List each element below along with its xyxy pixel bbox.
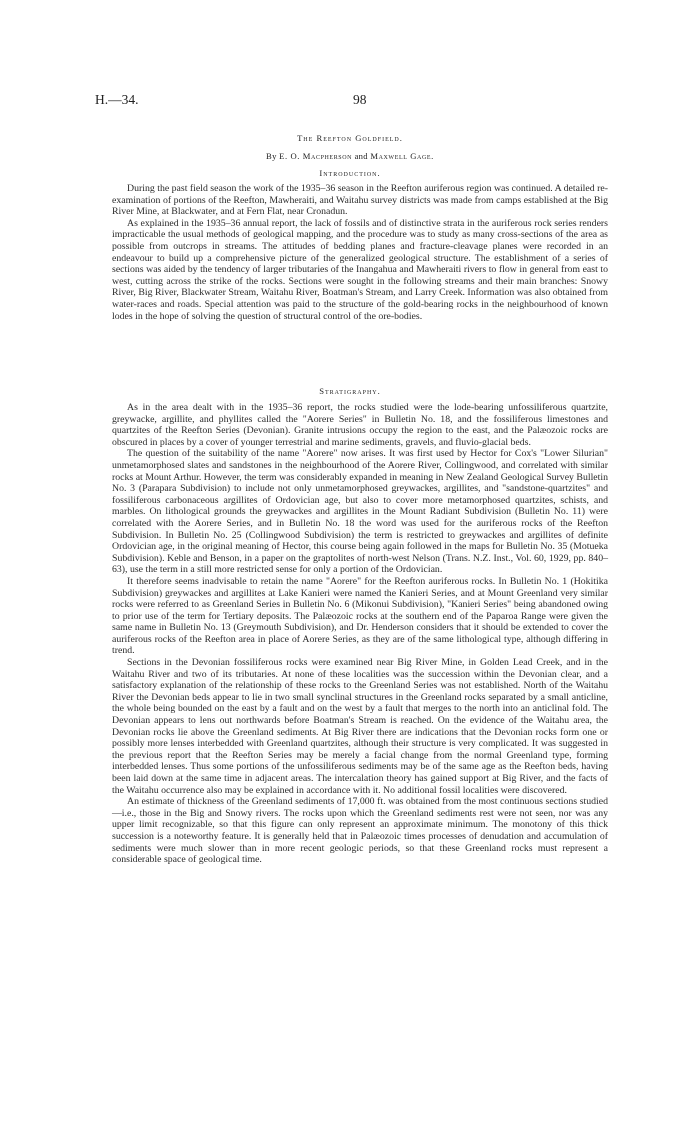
byline-conjunction: and — [354, 151, 368, 161]
introduction-paragraph-2: As explained in the 1935–36 annual report, the lack of fossils and of distinctive strata in the auriferous rock series renders impracticable the usual methods of geological mapping, and the procedure was to study as many cross-sections of the area as possible from outcrops in streams. The attitudes of bedding planes and fracture-cleavage planes were recorded in an endeavour to build up a comprehensive picture of the generalized geological structure. The establishment of a series of sections was aided by the tendency of larger tributaries of the Inangahua and Mawheraiti rivers to flow in general from east to west, cutting across the strike of the rocks. Sections were sought in the following streams and their main branches: Snowy River, Big River, Blackwater Stream, Waitahu River, Boatman's Stream, and Larry Creek. Information was also obtained from water-races and roads. Special attention was paid to the structure of the gold-bearing rocks in the neighbourhood of known lodes in the hope of solving the question of structural control of the ore-bodies. — [112, 217, 608, 322]
introduction-body — [112, 183, 608, 322]
article-title: The Reefton Goldfield. — [297, 133, 403, 143]
author-2: Maxwell Gage. — [370, 151, 434, 161]
stratigraphy-body — [112, 402, 608, 866]
stratigraphy-paragraph-2: The question of the suitability of the name "Aorere" now arises. It was first used by Hector for Cox's "Lower Silurian" unmetamorphosed slates and sandstones in the neighbourhood of the Aorere River, Collingwood, and correlated with similar rocks at Mount Arthur. However, the term was considerably expanded in meaning in New Zealand Geological Survey Bulletin No. 3 (Parapara Subdivision) to include not only unmetamorphosed greywackes, argillites, and "sandstone-quartzites" and fossiliferous carbonaceous argillites of Ordovician age, but also to cover more metamorphosed quartzites, schists, and marbles. On lithological grounds the greywackes and argillites in the Mount Radiant Subdivision (Bulletin No. 11) were correlated with the Aorere Series, and in Bulletin No. 18 the word was used for the auriferous rocks of the Reefton Subdivision. In Bulletin No. 25 (Collingwood Subdivision) the term is restricted to greywackes and argillites of definite Ordovician age, in the original meaning of Hector, this course being again followed in the maps for Bulletin No. 35 (Motueka Subdivision). Keble and Benson, in a paper on the graptolites of north-west Nelson (Trans. N.Z. Inst., Vol. 60, 1929, pp. 840–63), use the term in a still more restricted sense for only a portion of the Ordovician. — [112, 448, 608, 576]
stratigraphy-paragraph-5: An estimate of thickness of the Greenland sediments of 17,000 ft. was obtained from the most continuous sections studied—i.e., those in the Big and Snowy rivers. The rocks upon which the Greenland sediments rest were not seen, nor was any upper limit recognizable, so that this figure can only represent an approximate minimum. The monotony of this thick succession is a noteworthy feature. It is generally held that in Palæozoic times processes of denudation and accumulation of sediments were much slower than in more recent geologic periods, so that these Greenland rocks must represent a considerable space of geological time. — [112, 796, 608, 866]
byline-prefix: By — [266, 151, 277, 161]
running-header-left: H.—34. — [95, 92, 139, 107]
author-1: E. O. Macpherson — [279, 151, 353, 161]
stratigraphy-paragraph-1: As in the area dealt with in the 1935–36 report, the rocks studied were the lode-bearing unfossiliferous quartzite, greywacke, argillite, and phyllites called the "Aorere Series" in Bulletin No. 18, and the fossiliferous limestones and quartzites of the Reefton Series (Devonian). Granite intrusions occupy the region to the east, and the Palæozoic rocks are obscured in places by a cover of younger terrestrial and marine sediments, gravels, and fluvio-glacial beds. — [112, 402, 608, 448]
stratigraphy-heading: Stratigraphy. — [319, 386, 381, 396]
introduction-paragraph-1: During the past field season the work of the 1935–36 season in the Reefton auriferous region was continued. A detailed re-examination of portions of the Reefton, Mawheraiti, and Waitahu survey districts was made from camps established at the Big River Mine, at Blackwater, and at Fern Flat, near Cronadun. — [112, 183, 608, 218]
introduction-heading: Introduction. — [319, 168, 381, 178]
stratigraphy-paragraph-3: It therefore seems inadvisable to retain the name "Aorere" for the Reefton auriferous rocks. In Bulletin No. 1 (Hokitika Subdivision) greywackes and argillites at Lake Kanieri were named the Kanieri Series, and at Mount Greenland very similar rocks were referred to as Greenland Series in Bulletin No. 6 (Mikonui Subdivision), "Kanieri Series" being abandoned owing to prior use of the term for Tertiary deposits. The Palæozoic rocks at the southern end of the Paparoa Range were given the same name in Bulletin No. 13 (Greymouth Subdivision), and Dr. Henderson considers that it should be extended to cover the auriferous rocks of the Reefton area in place of Aorere Series, as they are of the same lithological type, although differing in trend. — [112, 575, 608, 657]
stratigraphy-paragraph-4: Sections in the Devonian fossiliferous rocks were examined near Big River Mine, in Golden Lead Creek, and in the Waitahu River and two of its tributaries. At none of these localities was the succession within the Devonian clear, and a satisfactory explanation of the relationship of these rocks to the Greenland Series was not established. North of the Waitahu River the Devonian beds appear to lie in two small synclinal structures in the Greenland rocks separated by a small anticline, the whole being bounded on the east by a fault and on the west by a fault that merges to the north into an anticlinal fold. The Devonian appears to lens out northwards before Boatman's Stream is reached. On the evidence of the Waitahu area, the Devonian rocks lie above the Greenland sediments. At Big River there are indications that the Devonian rocks form one or possibly more lenses interbedded with Greenland quartzites, although their structure is very complicated. It was suggested in the previous report that the Reefton Series may be merely a facial change from the normal Greenland type, forming interbedded lenses. Thus some portions of the unfossiliferous sediments may be of the same age as the Reefton beds, having been laid down at the same time in adjacent areas. The intercalation theory has gained support at Big River, and the facts of the Waitahu occurrence also may be explained in accordance with it. No additional fossil localities were discovered. — [112, 657, 608, 796]
byline — [0, 151, 700, 161]
page-number: 98 — [353, 92, 367, 107]
